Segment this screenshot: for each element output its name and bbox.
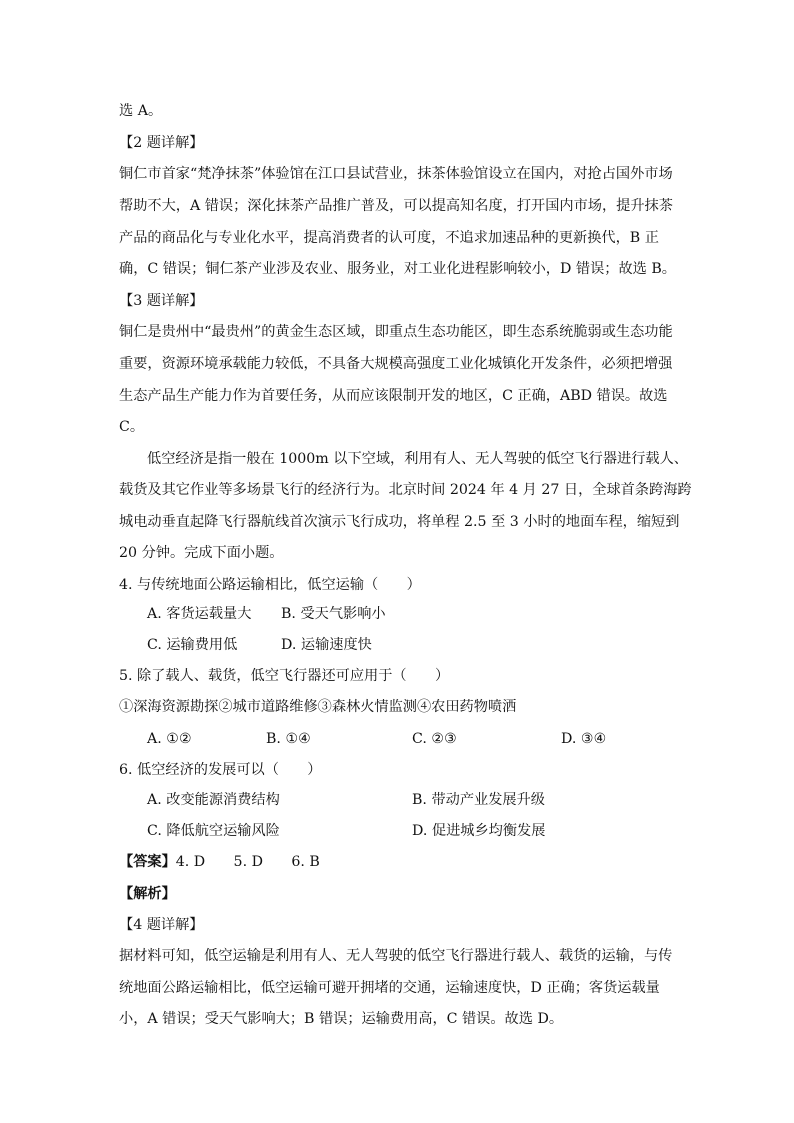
section-heading: 【4 题详解】 xyxy=(119,917,204,933)
section-heading: 【3 题详解】 xyxy=(119,293,204,309)
q4-option-c: C. 运输费用低 xyxy=(147,637,238,653)
answer-line xyxy=(119,852,679,872)
q4-option-d: D. 运输速度快 xyxy=(281,637,372,653)
text-line: C。 xyxy=(119,419,145,435)
text-line: 铜仁市首家“梵净抹茶”体验馆在江口县试营业，抹茶体验馆设立在国内，对抢占国外市场 xyxy=(119,166,673,182)
q6-option-d: D. 促进城乡均衡发展 xyxy=(412,823,546,839)
answer-values: 4. D 5. D 6. B xyxy=(175,854,320,870)
question-5-statements: ①深海资源勘探②城市道路维修③森林火情监测④农田药物喷洒 xyxy=(119,699,517,715)
analysis-heading: 【解析】 xyxy=(119,886,176,902)
passage-line: 载货及其它作业等多场景飞行的经济行为。北京时间 2024 年 4 月 27 日，全球首条跨海跨 xyxy=(119,482,692,498)
question-4: 4. 与传统地面公路运输相比，低空运输（ ） xyxy=(119,577,421,593)
question-6: 6. 低空经济的发展可以（ ） xyxy=(119,762,322,778)
text-line: 生态产品生产能力作为首要任务，从而应该限制开发的地区，C 正确，ABD 错误。故选 xyxy=(119,388,668,404)
text-line: 帮助不大，A 错误；深化抹茶产品推广普及，可以提高知名度，打开国内市场，提升抹茶 xyxy=(119,198,673,214)
q6-option-b: B. 带动产业发展升级 xyxy=(412,792,545,808)
passage-line: 低空经济是指一般在 1000m 以下空域，利用有人、无人驾驶的低空飞行器进行载人、 xyxy=(147,451,688,467)
q5-option-b: B. ①④ xyxy=(266,731,311,747)
passage-line: 20 分钟。完成下面小题。 xyxy=(119,545,284,561)
text-line: 统地面公路运输相比，低空运输可避开拥堵的交通，运输速度快，D 正确；客货运载量 xyxy=(119,980,660,996)
text-line: 据材料可知，低空运输是利用有人、无人驾驶的低空飞行器进行载人、载货的运输，与传 xyxy=(119,948,673,964)
text-line: 小，A 错误；受天气影响大；B 错误；运输费用高，C 错误。故选 D。 xyxy=(119,1011,564,1027)
answer-label: 【答案】 xyxy=(119,854,176,870)
text-line: 选 A。 xyxy=(119,103,163,119)
q4-option-a: A. 客货运载量大 xyxy=(147,606,252,622)
q5-option-a: A. ①② xyxy=(147,731,192,747)
text-line: 确，C 错误；铜仁茶产业涉及农业、服务业，对工业化进程影响较小，D 错误；故选 B。 xyxy=(119,261,676,277)
q4-option-b: B. 受天气影响小 xyxy=(281,606,386,622)
question-5: 5. 除了载人、载货，低空飞行器还可应用于（ ） xyxy=(119,668,450,684)
text-line: 铜仁是贵州中“最贵州”的黄金生态区域，即重点生态功能区，即生态系统脆弱或生态功能 xyxy=(119,324,673,340)
text-line: 重要，资源环境承载能力较低，不具备大规模高强度工业化城镇化开发条件，必须把增强 xyxy=(119,356,673,372)
q5-option-d: D. ③④ xyxy=(561,731,607,747)
text-line: 产品的商品化与专业化水平，提高消费者的认可度，不追求加速品种的更新换代，B 正 xyxy=(119,230,659,246)
section-heading: 【2 题详解】 xyxy=(119,135,204,151)
q6-option-c: C. 降低航空运输风险 xyxy=(147,823,280,839)
q5-option-c: C. ②③ xyxy=(412,731,457,747)
q6-option-a: A. 改变能源消费结构 xyxy=(147,792,280,808)
passage-line: 城电动垂直起降飞行器航线首次演示飞行成功，将单程 2.5 至 3 小时的地面车程，缩短到 xyxy=(119,514,680,530)
